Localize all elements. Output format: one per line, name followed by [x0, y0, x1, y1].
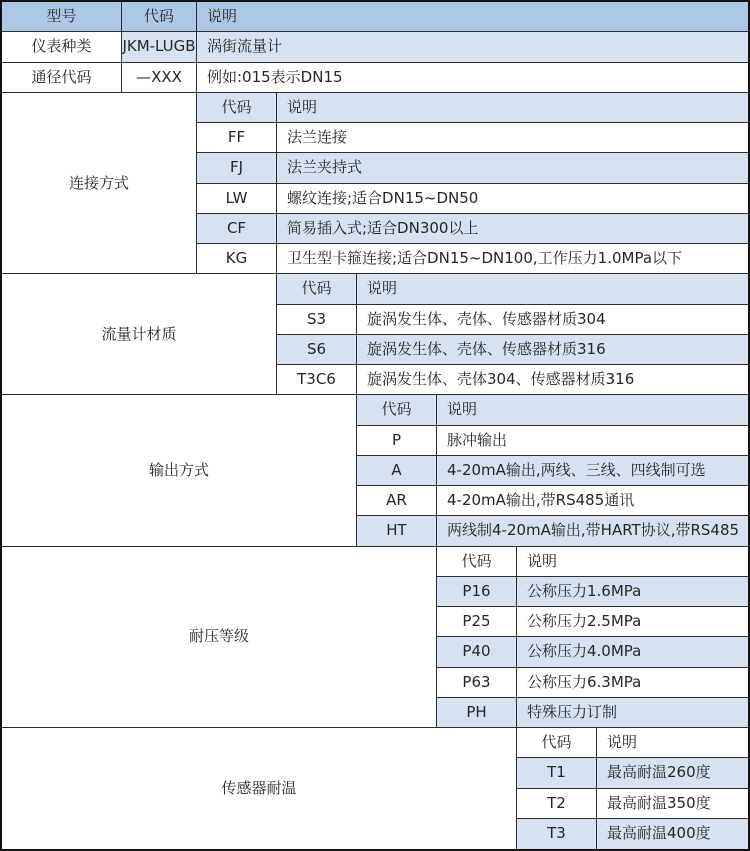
desc-cell: 最高耐温400度 — [597, 819, 748, 849]
desc-cell: 特殊压力订制 — [517, 698, 748, 728]
sub-header-code: 代码 — [277, 274, 357, 304]
desc-cell: 公称压力4.0MPa — [517, 637, 748, 667]
desc-cell: 法兰连接 — [277, 123, 748, 153]
desc-cell: 公称压力1.6MPa — [517, 577, 748, 607]
header-cell-model: 型号 — [2, 2, 122, 32]
sub-header-code: 代码 — [437, 547, 517, 577]
desc-cell: 旋涡发生体、壳体304、传感器材质316 — [357, 365, 748, 395]
label-output-mode: 输出方式 — [2, 395, 357, 546]
code-cell: T3 — [517, 819, 597, 849]
code-cell: P16 — [437, 577, 517, 607]
label-flowmeter-material: 流量计材质 — [2, 274, 277, 395]
desc-cell: 旋涡发生体、壳体、传感器材质316 — [357, 335, 748, 365]
desc-cell: 两线制4-20mA输出,带HART协议,带RS485 — [437, 516, 748, 546]
desc-cell: 4-20mA输出,带RS485通讯 — [437, 486, 748, 516]
code-cell: S3 — [277, 305, 357, 335]
desc-cell: 简易插入式;适合DN300以上 — [277, 214, 748, 244]
code-cell: P40 — [437, 637, 517, 667]
code-cell: T2 — [517, 789, 597, 819]
label-sensor-temperature: 传感器耐温 — [2, 728, 517, 849]
sub-header-code: 代码 — [357, 395, 437, 425]
desc-cell: 涡街流量计 — [197, 32, 748, 62]
sub-header-desc: 说明 — [517, 547, 748, 577]
desc-cell: 例如:015表示DN15 — [197, 63, 748, 93]
header-cell-code: 代码 — [122, 2, 197, 32]
desc-cell: 脉冲输出 — [437, 426, 748, 456]
code-cell: FF — [197, 123, 277, 153]
code-cell: CF — [197, 214, 277, 244]
code-cell: P25 — [437, 607, 517, 637]
sub-header-desc: 说明 — [357, 274, 748, 304]
code-cell: T1 — [517, 758, 597, 788]
label-connection-type: 连接方式 — [2, 93, 197, 275]
desc-cell: 法兰夹持式 — [277, 153, 748, 183]
desc-cell: 最高耐温260度 — [597, 758, 748, 788]
code-cell: P — [357, 426, 437, 456]
desc-cell: 螺纹连接;适合DN15~DN50 — [277, 184, 748, 214]
code-cell: LW — [197, 184, 277, 214]
sub-header-code: 代码 — [197, 93, 277, 123]
sub-header-code: 代码 — [517, 728, 597, 758]
label-diameter-code: 通径代码 — [2, 63, 122, 93]
sub-header-desc: 说明 — [597, 728, 748, 758]
code-cell: FJ — [197, 153, 277, 183]
desc-cell: 4-20mA输出,两线、三线、四线制可选 — [437, 456, 748, 486]
code-cell: JKM-LUGB — [122, 32, 197, 62]
desc-cell: 卫生型卡箍连接;适合DN15~DN100,工作压力1.0MPa以下 — [277, 244, 748, 274]
code-cell: PH — [437, 698, 517, 728]
code-cell: P63 — [437, 668, 517, 698]
sub-header-desc: 说明 — [437, 395, 748, 425]
desc-cell: 旋涡发生体、壳体、传感器材质304 — [357, 305, 748, 335]
code-cell: A — [357, 456, 437, 486]
code-cell: AR — [357, 486, 437, 516]
code-cell: KG — [197, 244, 277, 274]
sub-header-desc: 说明 — [277, 93, 748, 123]
code-cell: T3C6 — [277, 365, 357, 395]
label-instrument-type: 仪表种类 — [2, 32, 122, 62]
label-pressure-rating: 耐压等级 — [2, 547, 437, 729]
header-cell-desc: 说明 — [197, 2, 748, 32]
desc-cell: 最高耐温350度 — [597, 789, 748, 819]
code-cell: —XXX — [122, 63, 197, 93]
desc-cell: 公称压力6.3MPa — [517, 668, 748, 698]
code-cell: HT — [357, 516, 437, 546]
code-cell: S6 — [277, 335, 357, 365]
desc-cell: 公称压力2.5MPa — [517, 607, 748, 637]
